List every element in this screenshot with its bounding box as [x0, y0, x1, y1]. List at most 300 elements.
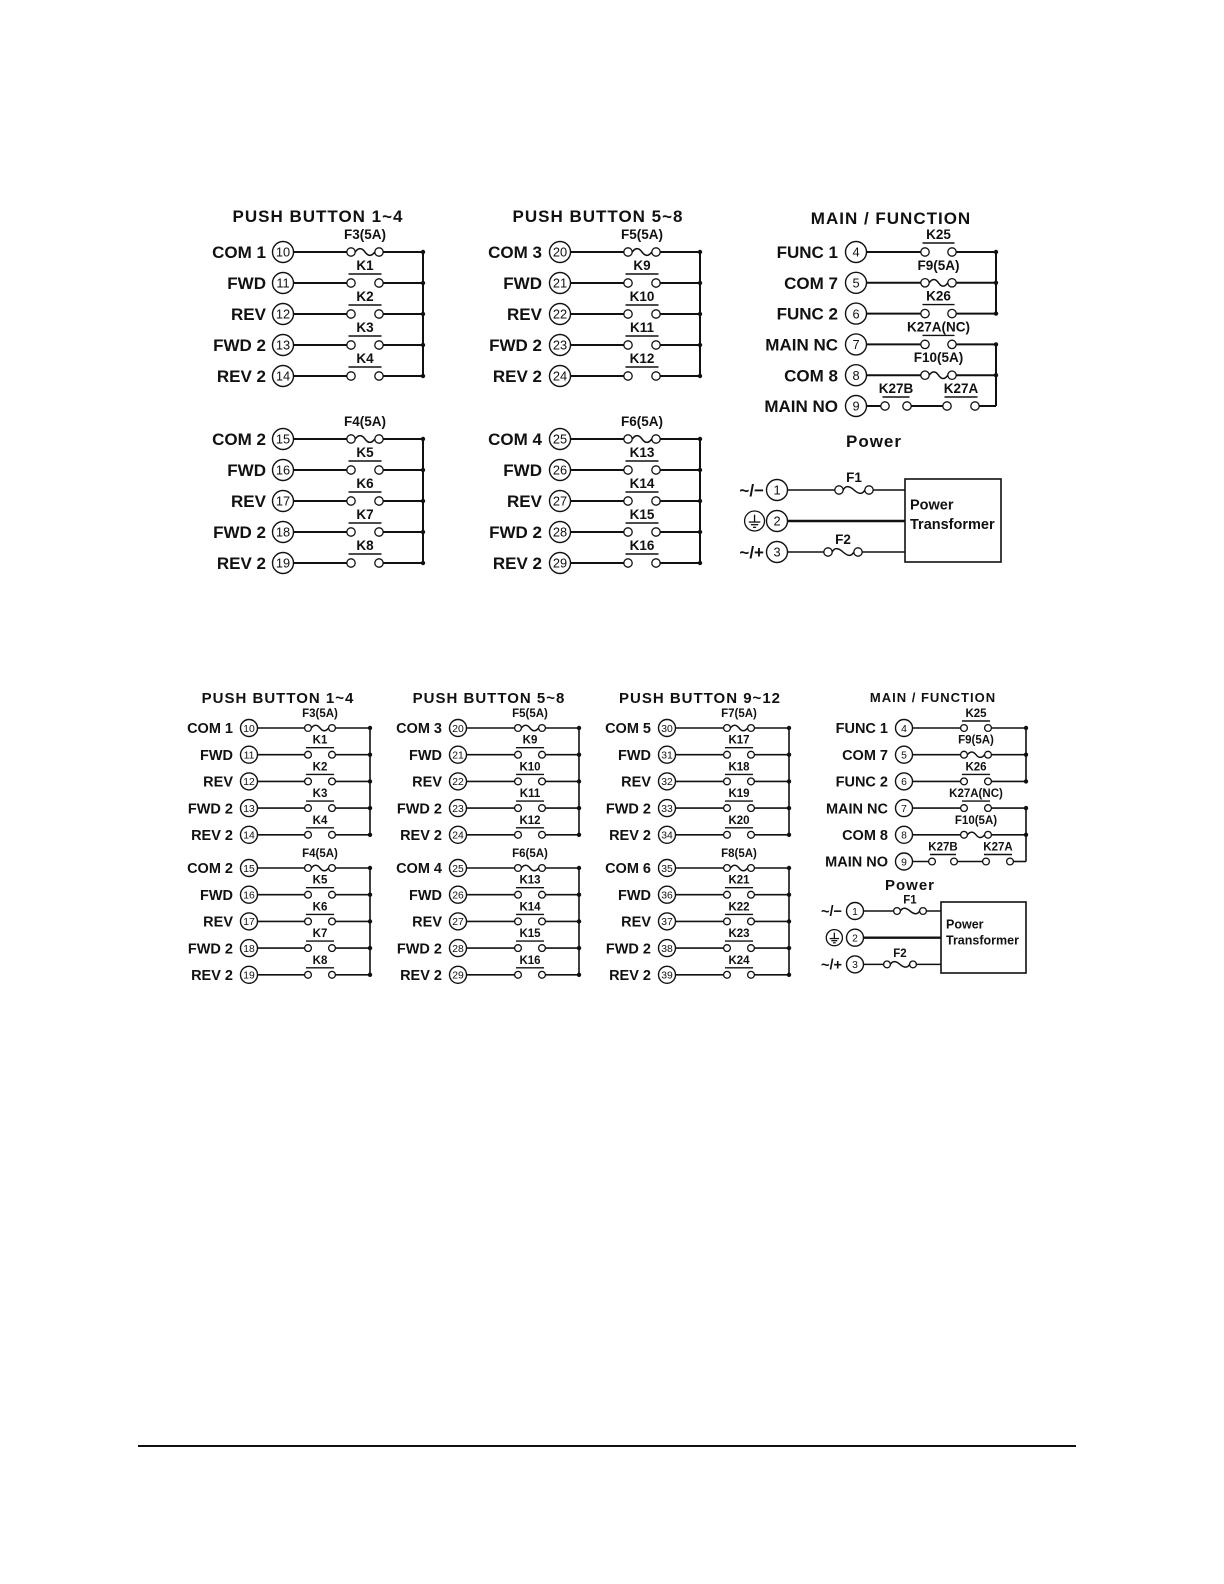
terminal-number: 19 [275, 555, 291, 571]
contact-point [920, 908, 927, 915]
push-button-group [212, 207, 425, 574]
contact-point [951, 858, 958, 865]
contact-point [305, 891, 312, 898]
contact-point [375, 559, 383, 567]
fuse-symbol [632, 436, 652, 443]
contact-point [305, 945, 312, 952]
contact-point [305, 805, 312, 812]
footer-rule [138, 1445, 1076, 1447]
power-label: ~/+ [739, 543, 764, 563]
terminal-number: 29 [552, 555, 568, 571]
terminal-label: MAIN NC [765, 335, 838, 355]
terminal-number: 38 [661, 943, 673, 955]
contact-point [921, 248, 929, 256]
terminal-number: 22 [452, 777, 464, 789]
transformer-label-line1: Power [910, 497, 954, 514]
terminal-number: 4 [901, 723, 907, 735]
contact-point [624, 497, 632, 505]
terminal-label: FUNC 2 [835, 774, 888, 791]
device-label: K2 [356, 289, 374, 304]
terminal-label: REV 2 [400, 828, 442, 845]
contact-point [305, 778, 312, 785]
terminal-label: MAIN NC [825, 801, 888, 818]
contact-point [948, 340, 956, 348]
fuse-symbol [521, 865, 538, 870]
fuse-symbol [632, 249, 652, 256]
device-label: K3 [312, 788, 328, 801]
contact-point [652, 279, 660, 287]
terminal-label: REV [203, 914, 233, 931]
terminal-number: 21 [452, 750, 464, 762]
terminal-label: REV [412, 774, 442, 791]
contact-point [881, 402, 889, 410]
contact-point [539, 918, 546, 925]
device-label: F7(5A) [721, 708, 757, 720]
contact-point [624, 279, 632, 287]
contact-point [329, 805, 336, 812]
terminal-number: 5 [852, 275, 860, 291]
terminal-label: FWD 2 [489, 523, 542, 543]
terminal-number: 1 [773, 482, 781, 498]
terminal-label: REV 2 [609, 828, 651, 845]
terminal-label: COM 4 [488, 430, 542, 450]
terminal-number: 28 [452, 943, 464, 955]
contact-point [305, 971, 312, 978]
terminal-label: REV 2 [492, 554, 542, 574]
contact-point [652, 372, 660, 380]
fuse-symbol [730, 725, 747, 730]
device-label: F4(5A) [343, 414, 387, 429]
terminal-number: 29 [452, 970, 464, 982]
contact-point [329, 751, 336, 758]
contact-point [515, 865, 522, 872]
contact-point [748, 805, 755, 812]
terminal-number: 37 [661, 917, 673, 929]
terminal-number: 20 [552, 244, 568, 260]
terminal-number: 7 [852, 337, 860, 353]
terminal-label: REV 2 [191, 828, 233, 845]
device-label: K27B [878, 381, 914, 396]
contact-point [724, 865, 731, 872]
device-label: K13 [629, 445, 655, 460]
contact-point [305, 751, 312, 758]
device-label: K25 [926, 227, 951, 242]
terminal-label: COM 2 [212, 430, 266, 450]
device-label: F6(5A) [620, 414, 664, 429]
contact-point [515, 945, 522, 952]
contact-point [985, 831, 992, 838]
device-label: F9(5A) [917, 257, 960, 273]
contact-point [329, 778, 336, 785]
group-title: PUSH BUTTON 9~12 [618, 690, 782, 707]
terminal-label: FWD 2 [489, 336, 542, 356]
contact-point [961, 831, 968, 838]
terminal-label: COM 7 [784, 273, 838, 293]
contact-point [910, 961, 917, 968]
device-label: K25 [965, 708, 987, 720]
main-function-group [825, 690, 1028, 871]
contact-point [329, 971, 336, 978]
terminal-number: 10 [243, 723, 255, 735]
device-label: K21 [728, 874, 750, 887]
terminal-number: 12 [243, 777, 255, 789]
contact-point [624, 341, 632, 349]
push-button-group [488, 207, 702, 574]
device-label: K5 [356, 445, 374, 460]
contact-point [652, 528, 660, 536]
terminal-label: COM 1 [212, 243, 266, 263]
fuse-symbol [730, 865, 747, 870]
contact-point [347, 497, 355, 505]
contact-point [824, 548, 832, 556]
contact-point [921, 279, 929, 287]
contact-point [375, 528, 383, 536]
terminal-number: 11 [276, 275, 290, 291]
device-label: K27B [928, 841, 958, 854]
device-label: K11 [519, 788, 541, 801]
terminal-label: FWD 2 [605, 801, 651, 818]
terminal-label: FUNC 1 [835, 721, 888, 738]
device-label: F3(5A) [343, 227, 387, 242]
contact-point [347, 528, 355, 536]
device-label: K12 [519, 814, 541, 827]
contact-point [929, 858, 936, 865]
device-label: K26 [926, 288, 951, 304]
contact-point [329, 891, 336, 898]
power-title: Power [884, 877, 936, 894]
contact-point [539, 971, 546, 978]
terminal-label: MAIN NO [825, 854, 888, 871]
terminal-label: COM 8 [784, 366, 838, 386]
device-label: K10 [629, 289, 655, 304]
contact-point [652, 497, 660, 505]
contact-point [305, 725, 312, 732]
terminal-label: COM 2 [187, 861, 233, 878]
terminal-number: 6 [852, 306, 860, 322]
terminal-label: REV 2 [609, 968, 651, 985]
contact-point [903, 402, 911, 410]
contact-point [347, 341, 355, 349]
contact-point [971, 402, 979, 410]
terminal-label: REV 2 [400, 968, 442, 985]
fuse-symbol [929, 372, 948, 379]
terminal-number: 2 [773, 513, 781, 529]
terminal-number: 5 [901, 750, 907, 762]
terminal-label: COM 8 [842, 828, 888, 845]
terminal-label: FWD [199, 747, 233, 764]
contact-point [724, 918, 731, 925]
terminal-number: 1 [852, 906, 858, 918]
upper-wiring-diagram [212, 207, 1001, 574]
device-label: K4 [312, 814, 328, 827]
contact-point [985, 725, 992, 732]
terminal-number: 2 [852, 933, 858, 945]
terminal-label: FWD 2 [396, 801, 442, 818]
device-label: K9 [633, 258, 651, 273]
contact-point [961, 805, 968, 812]
terminal-number: 17 [275, 493, 291, 509]
fuse-symbol [967, 752, 984, 757]
contact-point [724, 831, 731, 838]
push-button-group [605, 690, 791, 984]
terminal-number: 17 [243, 917, 255, 929]
contact-point [748, 945, 755, 952]
terminal-label: FWD [503, 461, 542, 481]
terminal-number: 4 [852, 244, 860, 260]
contact-point [539, 805, 546, 812]
terminal-number: 32 [661, 777, 673, 789]
terminal-label: REV [621, 914, 651, 931]
contact-point [347, 466, 355, 474]
device-label: K3 [356, 320, 374, 335]
contact-point [724, 751, 731, 758]
contact-point [748, 725, 755, 732]
contact-point [375, 341, 383, 349]
terminal-number: 8 [901, 830, 907, 842]
device-label: K6 [356, 476, 374, 491]
terminal-label: REV [507, 305, 542, 325]
terminal-number: 25 [452, 863, 464, 875]
terminal-number: 39 [661, 970, 673, 982]
contact-point [748, 891, 755, 898]
terminal-label: FWD 2 [213, 336, 266, 356]
contact-point [624, 435, 632, 443]
terminal-label: FWD [408, 747, 442, 764]
terminal-label: COM 3 [488, 243, 542, 263]
terminal-number: 9 [852, 398, 860, 414]
device-label: K17 [728, 734, 750, 747]
contact-point [347, 248, 355, 256]
fuse-label: F1 [846, 469, 862, 485]
terminal-number: 23 [552, 337, 568, 353]
terminal-number: 3 [773, 544, 781, 560]
contact-point [724, 891, 731, 898]
contact-point [515, 971, 522, 978]
contact-point [961, 725, 968, 732]
group-title: MAIN / FUNCTION [869, 690, 997, 705]
terminal-label: REV [231, 492, 266, 512]
terminal-number: 14 [275, 368, 291, 384]
contact-point [724, 805, 731, 812]
terminal-number: 15 [243, 863, 255, 875]
power-title: Power [845, 432, 903, 451]
contact-point [921, 340, 929, 348]
contact-point [515, 725, 522, 732]
contact-point [515, 918, 522, 925]
device-label: K26 [965, 761, 987, 774]
terminal-number: 3 [852, 960, 858, 972]
terminal-label: FWD [199, 887, 233, 904]
terminal-label: FWD [617, 747, 651, 764]
contact-point [894, 908, 901, 915]
terminal-number: 26 [452, 890, 464, 902]
contact-point [652, 341, 660, 349]
device-label: K8 [312, 954, 328, 967]
device-label: K7 [312, 928, 328, 941]
contact-point [724, 725, 731, 732]
contact-point [305, 865, 312, 872]
contact-point [985, 778, 992, 785]
contact-point [748, 971, 755, 978]
contact-point [985, 751, 992, 758]
contact-point [347, 372, 355, 380]
device-label: K15 [629, 507, 655, 522]
push-button-group [396, 690, 581, 984]
lower-wiring-diagram [187, 690, 1028, 984]
terminal-label: COM 1 [187, 721, 233, 738]
contact-point [652, 559, 660, 567]
device-label: K8 [356, 538, 374, 553]
device-label: K7 [356, 507, 374, 522]
contact-point [884, 961, 891, 968]
fuse-symbol [355, 249, 375, 256]
terminal-number: 24 [452, 830, 464, 842]
terminal-label: REV [621, 774, 651, 791]
terminal-number: 10 [275, 244, 291, 260]
terminal-label: COM 5 [605, 721, 651, 738]
contact-point [305, 918, 312, 925]
device-label: K15 [519, 928, 541, 941]
terminal-label: FWD 2 [213, 523, 266, 543]
terminal-label: FWD [227, 461, 266, 481]
fuse-symbol [311, 725, 328, 730]
terminal-number: 8 [852, 367, 860, 383]
terminal-label: FWD [408, 887, 442, 904]
contact-point [515, 831, 522, 838]
group-title: PUSH BUTTON 5~8 [512, 207, 684, 226]
terminal-number: 13 [243, 803, 255, 815]
contact-point [948, 309, 956, 317]
terminal-number: 6 [901, 777, 907, 789]
terminal-number: 14 [243, 830, 255, 842]
terminal-number: 16 [275, 462, 291, 478]
fuse-label: F1 [903, 894, 917, 907]
contact-point [624, 248, 632, 256]
contact-point [624, 372, 632, 380]
contact-point [943, 402, 951, 410]
contact-point [724, 945, 731, 952]
contact-point [539, 891, 546, 898]
fuse-symbol [832, 549, 854, 556]
terminal-number: 21 [552, 275, 568, 291]
device-label: F8(5A) [721, 848, 757, 860]
terminal-number: 12 [275, 306, 291, 322]
device-label: K27A(NC) [906, 319, 971, 335]
terminal-number: 28 [552, 524, 568, 540]
terminal-number: 31 [661, 750, 673, 762]
device-label: K1 [356, 258, 374, 273]
contact-point [865, 486, 873, 494]
terminal-number: 25 [552, 431, 568, 447]
terminal-number: 27 [452, 917, 464, 929]
transformer-label-line2: Transformer [946, 933, 1019, 948]
contact-point [515, 778, 522, 785]
contact-point [985, 805, 992, 812]
power-group [739, 432, 1001, 563]
contact-point [539, 751, 546, 758]
contact-point [961, 751, 968, 758]
device-label: K16 [519, 954, 541, 967]
terminal-label: REV [412, 914, 442, 931]
terminal-number: 13 [275, 337, 291, 353]
terminal-label: COM 4 [396, 861, 442, 878]
device-label: K13 [519, 874, 541, 887]
device-label: K22 [728, 901, 750, 914]
contact-point [921, 309, 929, 317]
power-group [821, 877, 1026, 974]
contact-point [948, 371, 956, 379]
fuse-symbol [900, 908, 919, 913]
device-label: K14 [519, 901, 541, 914]
contact-point [375, 466, 383, 474]
contact-point [347, 435, 355, 443]
terminal-label: REV [507, 492, 542, 512]
terminal-label: REV 2 [216, 554, 266, 574]
terminal-number: 18 [243, 943, 255, 955]
contact-point [748, 751, 755, 758]
contact-point [375, 497, 383, 505]
terminal-label: FWD 2 [187, 801, 233, 818]
device-label: K10 [519, 761, 541, 774]
terminal-number: 33 [661, 803, 673, 815]
contact-point [624, 528, 632, 536]
device-label: F3(5A) [302, 708, 338, 720]
device-label: K16 [629, 538, 655, 553]
transformer-label-line2: Transformer [910, 516, 995, 533]
contact-point [652, 466, 660, 474]
main-function-group [764, 209, 998, 417]
terminal-number: 20 [452, 723, 464, 735]
terminal-label: COM 3 [396, 721, 442, 738]
terminal-number: 11 [243, 750, 255, 762]
contact-point [375, 372, 383, 380]
contact-point [329, 831, 336, 838]
device-label: K27A(NC) [949, 788, 1003, 801]
contact-point [624, 310, 632, 318]
terminal-number: 9 [901, 857, 907, 869]
fuse-symbol [355, 436, 375, 443]
fuse-symbol [521, 725, 538, 730]
fuse-symbol [929, 279, 948, 286]
push-button-group [187, 690, 372, 984]
device-label: K20 [728, 814, 750, 827]
terminal-label: FWD 2 [605, 941, 651, 958]
fuse-label: F2 [835, 531, 851, 547]
contact-point [961, 778, 968, 785]
terminal-number: 27 [552, 493, 568, 509]
contact-point [515, 891, 522, 898]
fuse-label: F2 [893, 948, 907, 960]
device-label: K24 [728, 954, 750, 967]
contact-point [539, 865, 546, 872]
device-label: K27A [943, 381, 979, 396]
terminal-label: REV 2 [492, 367, 542, 387]
terminal-number: 30 [661, 723, 673, 735]
contact-point [539, 725, 546, 732]
contact-point [375, 248, 383, 256]
terminal-label: REV 2 [216, 367, 266, 387]
device-label: K12 [629, 351, 655, 366]
terminal-label: FWD 2 [396, 941, 442, 958]
contact-point [748, 918, 755, 925]
device-label: K5 [312, 874, 328, 887]
contact-point [539, 831, 546, 838]
terminal-label: FWD [617, 887, 651, 904]
group-title: PUSH BUTTON 5~8 [412, 690, 566, 707]
contact-point [854, 548, 862, 556]
transformer-label-line1: Power [946, 917, 984, 932]
contact-point [724, 778, 731, 785]
